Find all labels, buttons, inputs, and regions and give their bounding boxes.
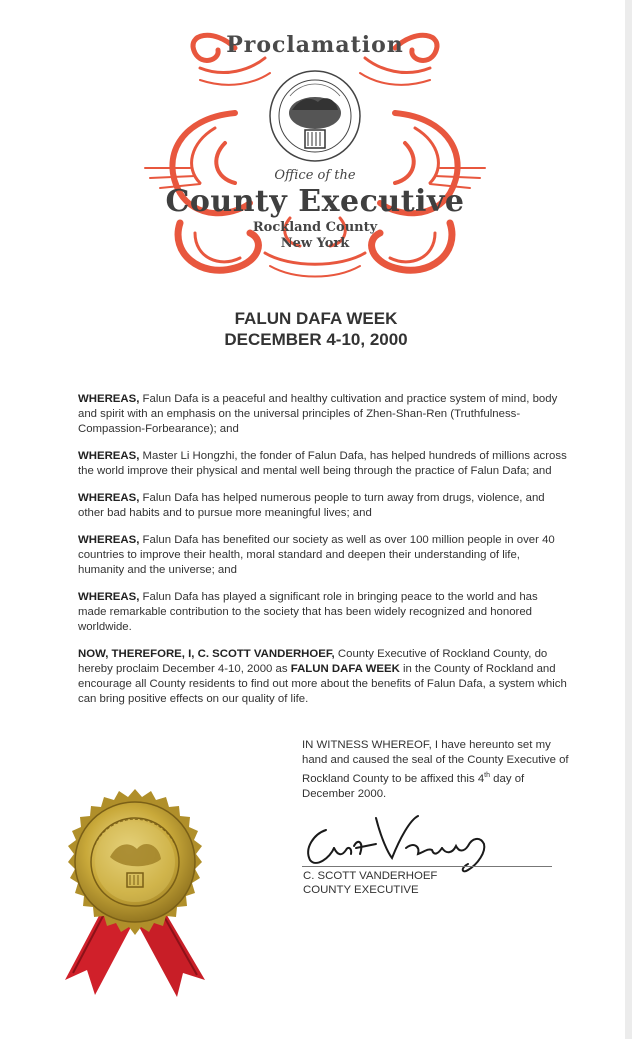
gold-foil-seal-icon (55, 785, 225, 1005)
office-of-the-text: Office of the (274, 168, 356, 183)
proclamation-body (78, 392, 568, 719)
whereas-paragraph-2: WHEREAS, Master Li Hongzhi, the fonder of Falun Dafa, has helped hundreds of millions across the world improve their physical and mental well being through the practice of Falun Dafa; and (78, 450, 567, 477)
new-york-text: New York (280, 236, 350, 251)
whereas-paragraph-4: WHEREAS, Falun Dafa has benefited our society as well as over 100 million people in over 40 countries to improve their health, moral standard and deepen their understanding of life, humanity and the universe; and (78, 534, 555, 576)
county-executive-heading: County Executive (165, 184, 465, 219)
whereas-paragraph-1: WHEREAS, Falun Dafa is a peaceful and healthy cultivation and practice system of mind, body and spirit with an emphasis on the universal principles of Zhen-Shan-Ren (Truthfulness-Compassion-Forbearance); and (78, 393, 558, 435)
signatory-name: C. SCOTT VANDERHOEF (303, 870, 438, 882)
county-seal-icon (270, 71, 360, 161)
signature-icon (296, 808, 506, 878)
rockland-county-text: Rockland County (252, 220, 378, 235)
whereas-paragraph-3: WHEREAS, Falun Dafa has helped numerous people to turn away from drugs, violence, and other bad habits and to pursue more meaningful lives; and (78, 492, 545, 519)
witness-statement: IN WITNESS WHEREOF, I have hereunto set my hand and caused the seal of the County Executive of Rockland County to be affixed this 4th day of December 2000. (302, 739, 569, 800)
proclamation-header (140, 18, 490, 288)
proclamation-heading: Proclamation (226, 32, 404, 58)
document-title: FALUN DAFA WEEK (234, 309, 398, 328)
now-therefore-paragraph: NOW, THEREFORE, I, C. SCOTT VANDERHOEF, County Executive of Rockland County, do hereby proclaim December 4-10, 2000 as FALUN DAFA WEEK in the County of Rockland and encourage all County residents to find out more about the benefits of Falun Dafa, a system which can bring positive effects on our quality of life. (78, 648, 567, 705)
page-edge-shadow (625, 0, 632, 1039)
document-date: DECEMBER 4-10, 2000 (224, 330, 408, 349)
whereas-paragraph-5: WHEREAS, Falun Dafa has played a significant role in bringing peace to the world and has made remarkable contribution to the society that has been widely recognized and honored worldwide. (78, 591, 538, 633)
signature-line (302, 866, 552, 867)
signatory-title: COUNTY EXECUTIVE (303, 884, 419, 896)
